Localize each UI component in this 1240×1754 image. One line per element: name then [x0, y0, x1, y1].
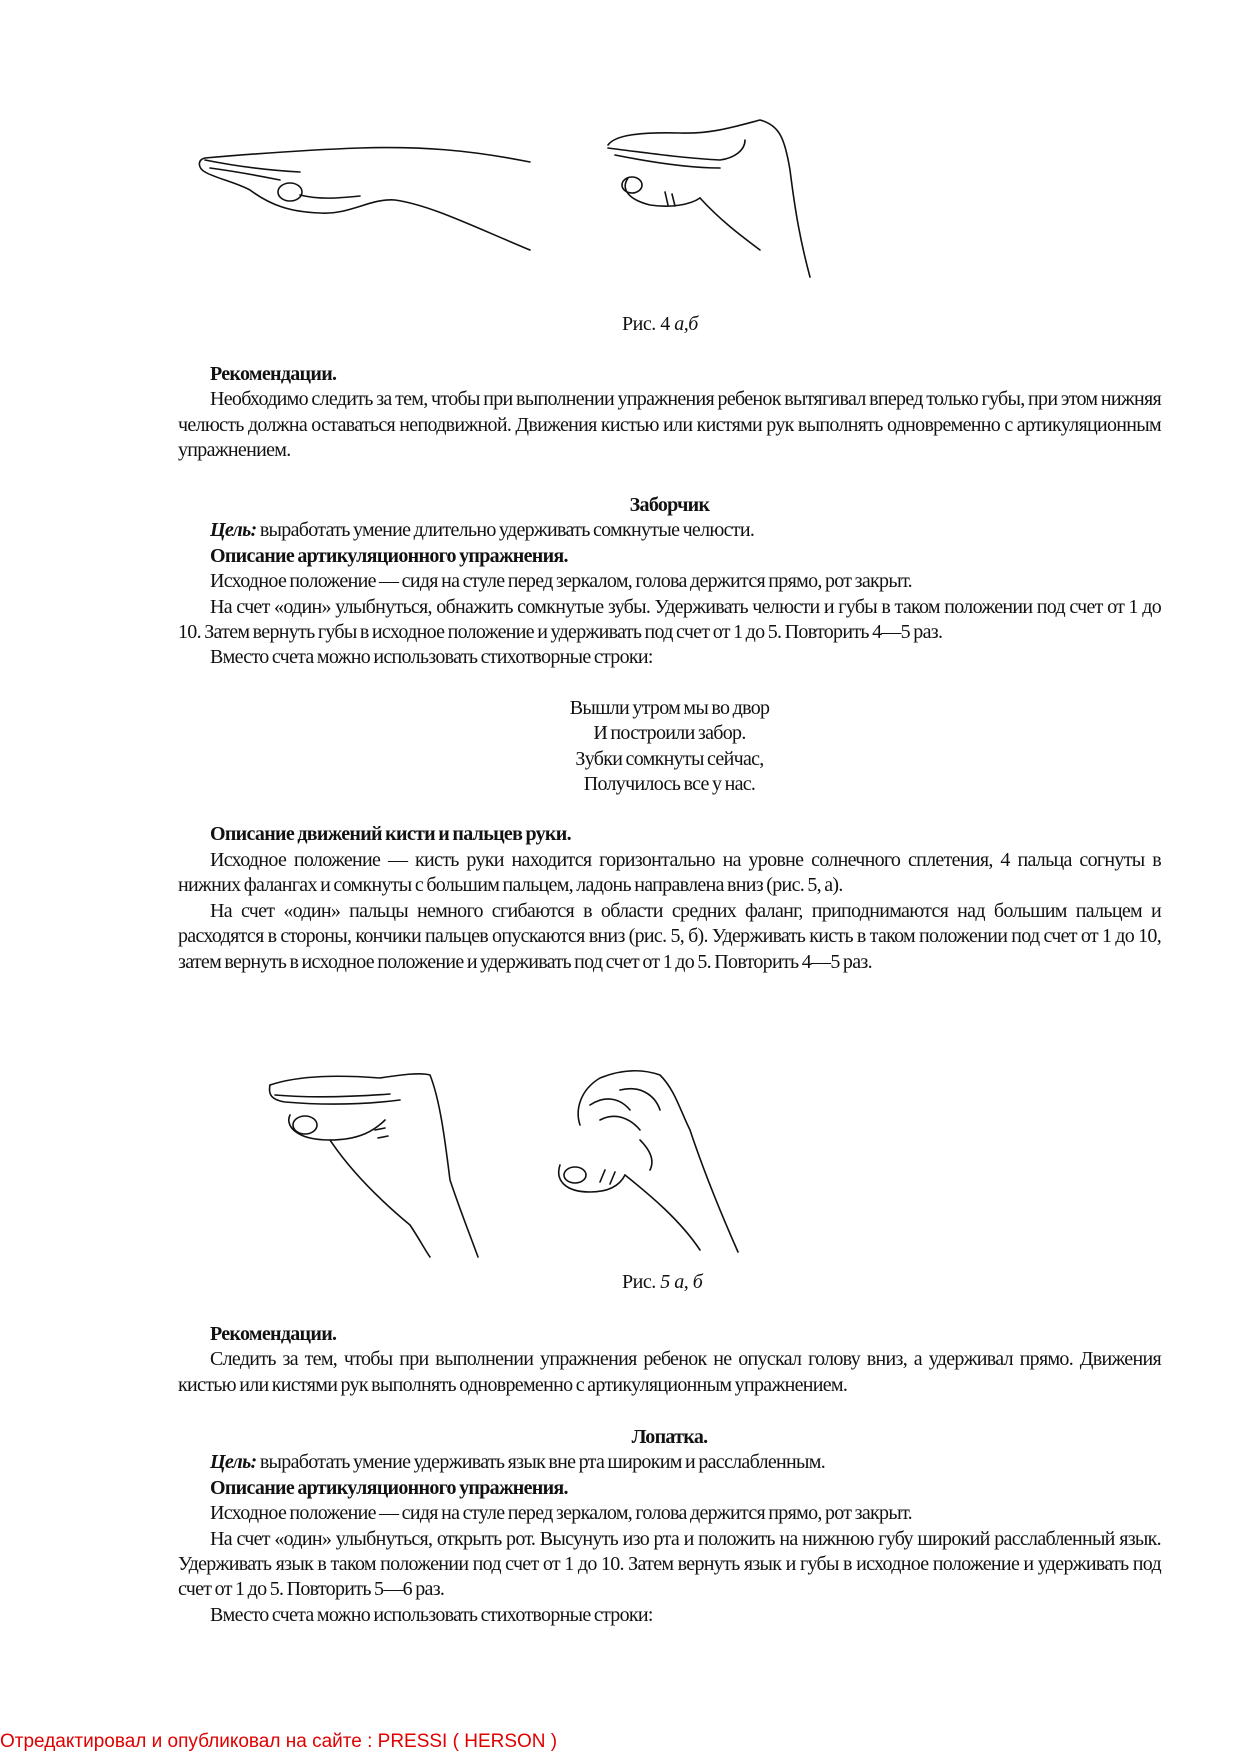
poem-line: И построили забор.	[593, 722, 746, 745]
recommendations-text: Следить за тем, чтобы при выполнении упражнения ребенок не опускал голову вниз, а удерживал прямо. Движения кистью или кистями рук выполнять одновременно с артикуляционным упражнением.	[178, 1348, 1161, 1396]
section-zaborchik	[178, 493, 1161, 975]
figure-4b-beak-hand-drawing	[608, 120, 810, 277]
section-lopatka	[178, 1425, 1161, 1628]
recommendations-heading: Рекомендации.	[210, 363, 337, 385]
poem-line: Вышли утром мы во двор	[569, 696, 770, 719]
paragraph: На счет «один» пальцы немного сгибаются в области средних фаланг, приподнимаются над большим пальцем и расходятся в стороны, кончики пальцев опускаются вниз (рис. 5, б). Удерживать кисть в таком положении под счет от 1 до 10, затем вернуть в исходное положение и удерживать под счет от 1 до 5. Повторить 4—5 раз.	[178, 899, 1161, 973]
figure-5b-bent-fingers-hand-drawing	[559, 1071, 738, 1252]
desc-heading: Описание артикуляционного упражнения.	[210, 1476, 568, 1499]
paragraph: Исходное положение — кисть руки находится горизонтально на уровне солнечного сплетения, 4 пальца согнуты в нижних фалангах и сомкнуты с большим пальцем, ладонь направлена вниз (рис. 5, а).	[178, 848, 1161, 897]
desc-heading: Описание артикуляционного упражнения.	[210, 544, 568, 567]
paragraph: Вместо счета можно использовать стихотворные строки:	[210, 1603, 653, 1626]
goal-text: выработать умение длительно удерживать сомкнутые челюсти.	[256, 519, 755, 542]
paragraph: На счет «один» улыбнуться, обнажить сомкнутые зубы. Удерживать челюсти и губы в таком положении под счет от 1 до 10. Затем вернуть губы в исходное положение и удерживать под счет от 1 до 5. Повторить 4—5 раз.	[178, 595, 1161, 644]
paragraph: Вместо счета можно использовать стихотворные строки:	[210, 646, 653, 669]
goal-line	[210, 1450, 1161, 1475]
poem-line: Получилось все у нас.	[583, 773, 756, 796]
section-title: Заборчик	[629, 494, 710, 516]
figure-4a-flat-hand-drawing	[199, 148, 530, 250]
goal-label: Цель:	[210, 1451, 257, 1474]
hand-desc-heading: Описание движений кисти и пальцев руки.	[210, 823, 571, 846]
figure-5-caption	[622, 1271, 702, 1294]
paragraph: Исходное положение — сидя на стуле перед зеркалом, голова держится прямо, рот закрыт.	[210, 570, 912, 593]
goal-line	[210, 518, 1161, 543]
caption-prefix: Рис.	[622, 1271, 656, 1293]
figure-4-caption	[622, 313, 698, 336]
paragraph: Исходное положение — сидя на стуле перед зеркалом, голова держится прямо, рот закрыт.	[210, 1502, 912, 1525]
section-title: Лопатка.	[631, 1426, 708, 1448]
recommendations-text: Необходимо следить за тем, чтобы при выполнении упражнения ребенок вытягивал вперед только губы, при этом нижняя челюсть должна оставаться неподвижной. Движения кистью или кистями рук выполнять одновременно с артикуляционным упражнением.	[178, 388, 1161, 462]
figure-5a-closed-fingers-hand-drawing	[270, 1074, 478, 1257]
caption-prefix: Рис. 4	[622, 313, 670, 335]
recommendations-2	[178, 1322, 1161, 1398]
caption-letters: 5 а, б	[660, 1271, 703, 1293]
recommendations-1	[178, 362, 1161, 464]
caption-letters: а,б	[674, 313, 698, 335]
recommendations-heading: Рекомендации.	[210, 1323, 337, 1345]
poem-line: Зубки сомкнуты сейчас,	[575, 747, 764, 770]
editor-credit-footer: Отредактировал и опубликовал на сайте : PRESSI ( HERSON )	[0, 1731, 558, 1752]
goal-label: Цель:	[210, 519, 257, 542]
paragraph: На счет «один» улыбнуться, открыть рот. Высунуть изо рта и положить на нижнюю губу широкий расслабленный язык. Удерживать язык в таком положении под счет от 1 до 10. Затем вернуть язык и губы в исходное положение и удерживать под счет от 1 до 5. Повторить 5—6 раз.	[178, 1527, 1161, 1601]
goal-text: выработать умение удерживать язык вне рта широким и расслабленным.	[256, 1451, 826, 1474]
